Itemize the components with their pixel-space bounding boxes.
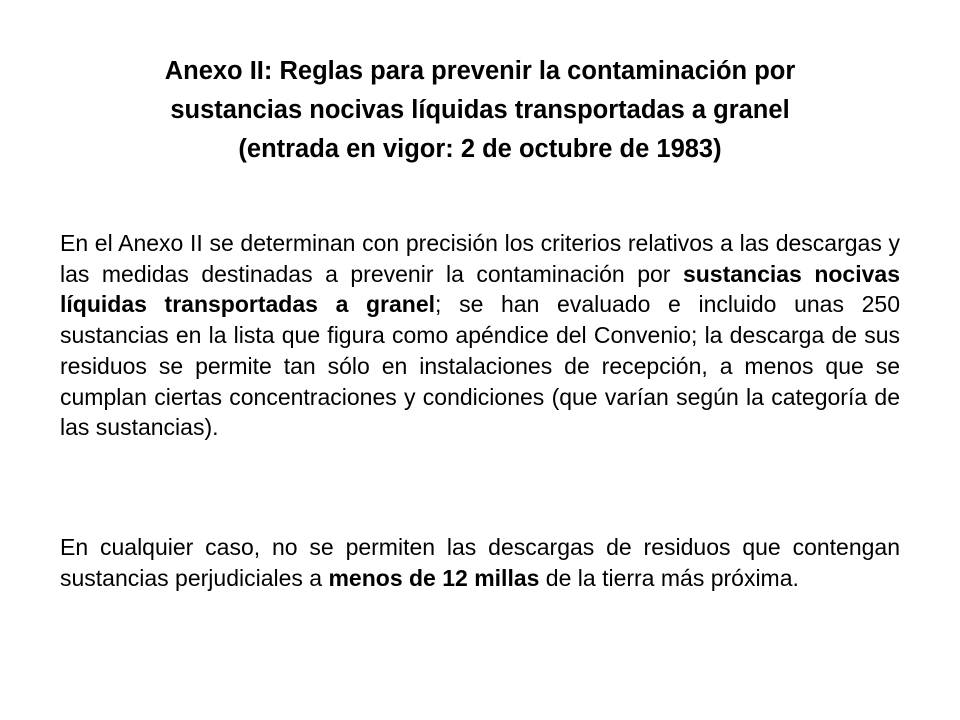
paragraph1-text-before: En el Anexo II se determinan con precisión los criterios relativos a las descargas y las medidas destinadas a prevenir la contaminación por <box>60 230 900 287</box>
paragraph1-text-after: ; se han evaluado e incluido unas 250 sustancias en la lista que figura como apéndice del Convenio; la descarga de sus residuos se permite tan sólo en instalaciones de recepción, a menos que se cumplan ciertas concentraciones y condiciones (que varían según la categoría de las sustancias). <box>60 291 900 441</box>
paragraph-annex-description <box>60 228 900 443</box>
title-line-2: sustancias nocivas líquidas transportadas a granel <box>170 96 790 124</box>
paragraph1-bold-text: sustancias nocivas líquidas transportadas a granel <box>60 260 900 318</box>
title-line-3: (entrada en vigor: 2 de octubre de 1983) <box>238 135 722 163</box>
slide-title <box>60 52 900 169</box>
paragraph2-text-after: de la tierra más próxima. <box>539 564 799 591</box>
title-line-1: Anexo II: Reglas para prevenir la contaminación por <box>164 57 796 85</box>
paragraph2-text-before: En cualquier caso, no se permiten las descargas de residuos que contengan sustancias perjudiciales a <box>60 534 900 591</box>
paragraph-discharge-restriction <box>60 532 900 593</box>
paragraph2-bold-text: menos de 12 millas <box>328 564 540 591</box>
